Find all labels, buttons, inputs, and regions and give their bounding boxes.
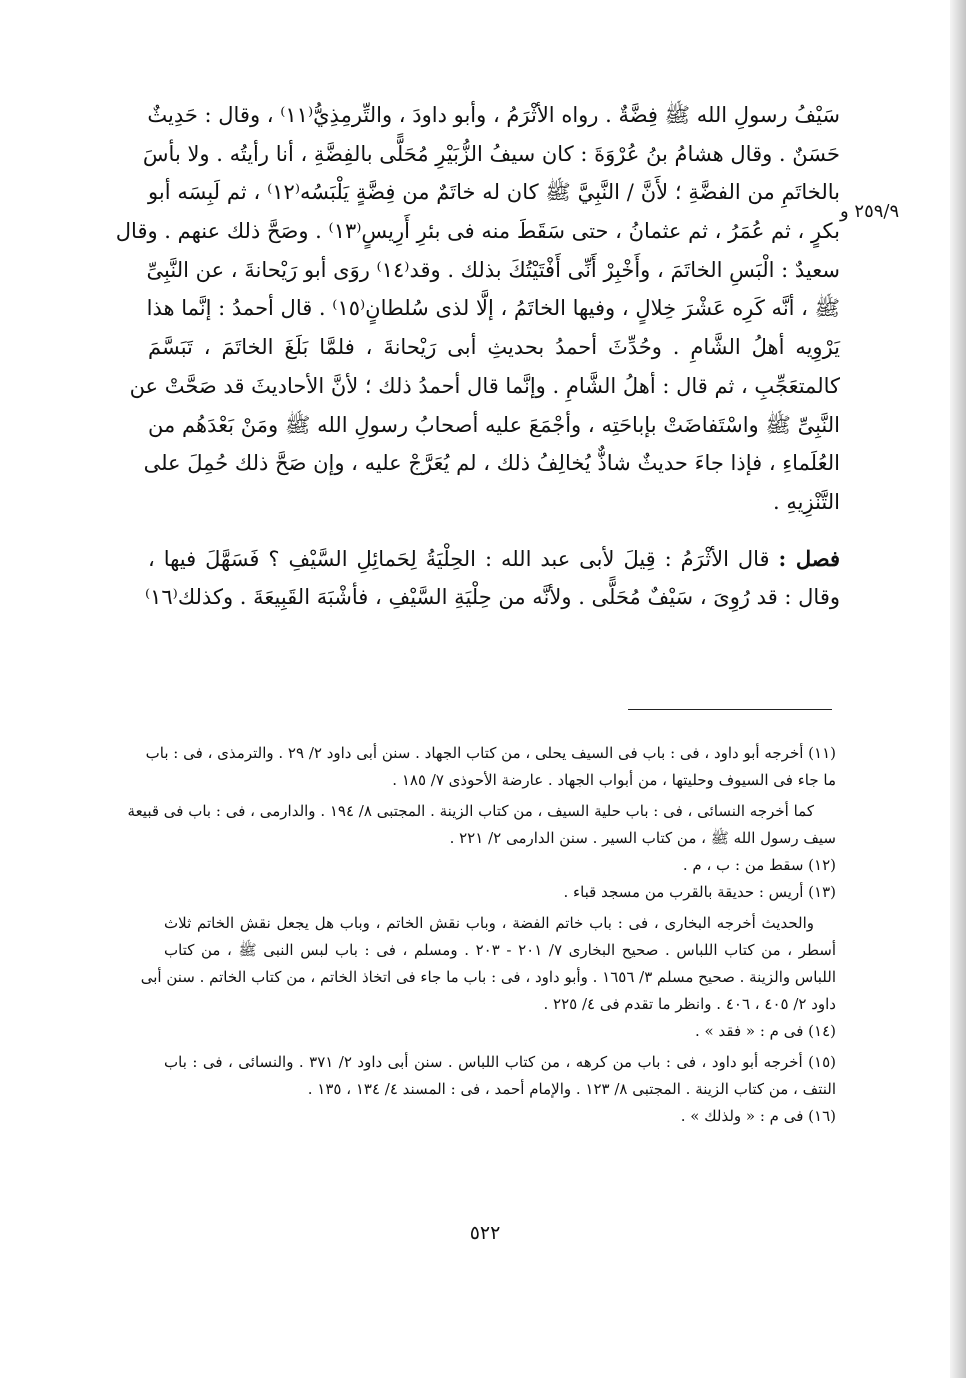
fasl-text: قال الأثْرَمُ : قِيلَ لأبى عبد الله : الحِلْيَةُ لِحَمائِلِ السَّيْفِ ؟ فَسَهَّلَ فيها ، bbox=[148, 546, 770, 571]
footnote-16 bbox=[164, 1103, 836, 1130]
footnote-line: (١١) أخرجه أبو داود ، فى : باب فى السيف يحلى ، من كتاب الجهاد . سنن أبى داود ٢/ ٢٩ . والترمذى ، فى : باب bbox=[145, 744, 836, 762]
footnote-separator-rule bbox=[628, 709, 832, 710]
scan-edge-shadow bbox=[950, 0, 966, 1378]
footnote-line: سيف رسول الله ﷺ ، من كتاب السير . سنن الدارمى ٢/ ٢٢١ . bbox=[449, 829, 836, 847]
footnote-line: (١٦) فى م : « ولذلك » . bbox=[680, 1107, 836, 1125]
main-text-line: كالمتعَجِّبِ ، ثم قال : أهلُ الشَّامِ . وإنَّما قال أحمدُ ذلك ؛ لأنَّ الأحاديثَ قد صَحَّتْ عن bbox=[129, 373, 840, 398]
footnote-15 bbox=[164, 1049, 836, 1103]
footnote-12 bbox=[164, 852, 836, 879]
footnote-line: كما أخرجه النسائى ، فى : باب حلية السيف ، من كتاب الزينة . المجتبى ٨/ ١٩٤ . والدارمى ، فى : باب فى قبيعة bbox=[127, 802, 814, 820]
footnote-line: اللباس والزينة . صحيح مسلم ٣/ ١٦٥٦ . وأبو داود ، فى : باب ما جاء فى اتخاذ الخاتم ، من كتاب الخاتم . سنن أبى bbox=[140, 968, 836, 986]
main-text-line: سَيْفُ رسولِ الله ﷺ فِضَّةٌ . رواه الأثْرَمُ ، وأبو داودَ ، والتِّرمِذِيُّ⁽١١⁾ ، وقال : حَدِيثٌ bbox=[147, 103, 840, 127]
footnote-line: أسطر ، من كتاب اللباس . صحيح البخارى ٧/ ٢٠١ - ٢٠٣ . ومسلم ، فى : باب لبس النبى ﷺ ، من كتاب bbox=[164, 941, 837, 959]
footnote-13-continued bbox=[140, 910, 837, 1018]
footnote-line: ما جاء فى السيوف وحليتها ، من أبواب الجهاد . عارضة الأحوذى ٧/ ١٨٥ . bbox=[392, 771, 836, 789]
main-text-line: النَّبِىِّ ﷺ واسْتَفاضَتْ بإباحَتِه ، وأجْمَعَ عليه أصحابُ رسولِ الله ﷺ ومَنْ بَعْدَهُم من bbox=[148, 412, 840, 437]
footnote-line: (١٥) أخرجه أبو داود ، فى : باب من كرهه ، من كتاب اللباس . سنن أبى داود ٢/ ٣٧١ . والنسائى ، فى : باب bbox=[164, 1053, 836, 1071]
footnote-line: (١٣) أريس : حديقة بالقرب من مسجد قباء . bbox=[563, 883, 836, 901]
main-text-line: يَرْوِيه أهلُ الشَّامِ . وحُدِّثَ أحمدُ بحديثِ أبى رَيْحانةَ ، فلمَّا بَلَغَ الخاتَمَ ، تَبَسَّمَ bbox=[148, 335, 840, 360]
footnote-13 bbox=[164, 879, 836, 906]
margin-folio-note: ٢٥٩/٩ و bbox=[840, 201, 900, 222]
paragraph-gap bbox=[148, 522, 840, 540]
footnote-line: (١٤) فى م : « فقد » . bbox=[695, 1022, 836, 1040]
main-text-block bbox=[115, 96, 840, 617]
page-number: ٥٢٢ bbox=[469, 1222, 501, 1244]
footnote-11-continued bbox=[127, 798, 836, 852]
footnote-14 bbox=[164, 1018, 836, 1045]
fasl-line bbox=[148, 540, 840, 579]
main-text-line: سعيدٌ : الْبَسِ الخاتَمَ ، وأَخْبِرْ أَنِّى أَفْتَيْتُكَ بذلك . وقد⁽١٤⁾ روَى أبو رَيْحانةَ ، عن النَّبِىِّ bbox=[146, 257, 840, 282]
footnote-line: (١٢) سقط من : ب ، م . bbox=[682, 856, 836, 874]
main-text-line: ﷺ ، أنَّه كَرِه عَشْرَ خِلالٍ ، وفيها الخاتَمُ ، إلَّا لذى سُلطانٍ⁽١٥⁾ . قال أحمدُ : إنَّما هذا bbox=[146, 296, 840, 321]
fasl-line: وقال : قد رُوِىَ ، سَيْفٌ مُحَلًّى . ولأنَّه من حِلْيَةِ السَّيْفِ ، فأشْبَهَ القَبِيعَةَ . وكذلك⁽١٦⁾ bbox=[144, 585, 840, 610]
footnote-line: داود ٢/ ٤٠٥ ، ٤٠٦ . وانظر ما تقدم فى ٤/ ٢٢٥ . bbox=[543, 995, 836, 1013]
footnote-line: النتف ، من كتاب الزينة . المجتبى ٨/ ١٢٣ . والإمام أحمد ، فى : المسند ٤/ ١٣٤ ، ١٣٥ . bbox=[307, 1080, 836, 1098]
main-text-line: حَسَنٌ . وقال هشامُ بنُ عُرْوَةَ : كان سيفُ الزُّبَيْرِ مُحَلًّى بالفِضَّةِ ، أنا رأيتُه . ولا بأسَ bbox=[142, 141, 840, 166]
footnote-11 bbox=[145, 740, 836, 794]
main-text-line: بالخاتَمِ من الفضَّةِ ؛ لأَنَّ / النَّبِيَّ ﷺ كان له خاتَمٌ من فِضَّةٍ يَلْبَسُه⁽١٢⁾ ، ثم لَبِسَه أبو bbox=[148, 180, 840, 205]
main-text-line: التَّنْزِيهِ . bbox=[773, 489, 840, 514]
footnote-line: والحديث أخرجه البخارى ، فى : باب خاتم الفضة ، وباب نقش الخاتم ، وباب هل يجعل نقش الخاتم ثلاث bbox=[164, 914, 814, 932]
main-text-line: العُلَماءِ ، فإذا جاءَ حديثٌ شاذٌّ يُخالِفُ ذلك ، لم يُعَرَّجْ عليه ، وإن صَحَّ ذلك حُمِلَ على bbox=[143, 451, 840, 476]
footnotes-block bbox=[127, 740, 837, 1130]
fasl-heading: فصل : bbox=[778, 545, 840, 571]
main-text-line: بكرٍ ، ثم عُمَرُ ، ثم عثمانُ ، حتى سَقَطَ منه فى بئرِ أَرِيسٍ⁽١٣⁾ . وصَحَّ ذلك عنهم . وقال bbox=[115, 219, 840, 244]
